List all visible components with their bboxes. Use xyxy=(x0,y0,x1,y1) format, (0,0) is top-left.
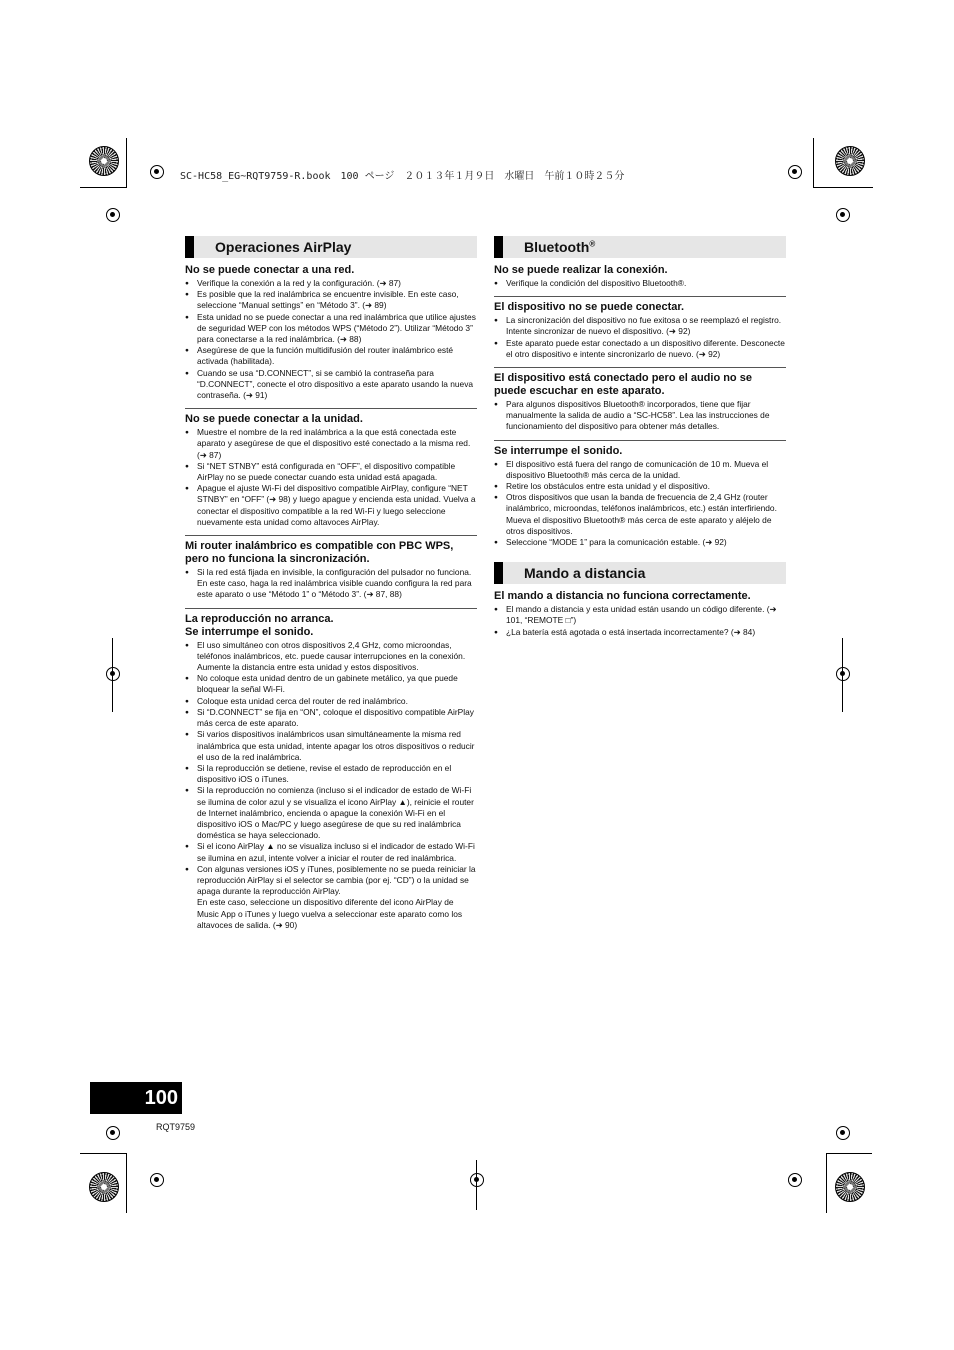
crop-line xyxy=(826,1153,872,1154)
crosshair-mark xyxy=(788,165,802,179)
crosshair-mark xyxy=(150,1173,164,1187)
solution-list xyxy=(185,640,477,931)
list-item: ● ¿La batería está agotada o está insertada incorrectamente? (➜ 84) xyxy=(494,627,786,638)
list-item: ● Muestre el nombre de la red inalámbrica a la que está conectada este aparato y asegúrese de que el dispositivo esté conectado a la misma red. (➜ 87) xyxy=(185,427,477,461)
divider xyxy=(494,296,786,297)
problem-heading: No se puede conectar a la unidad. xyxy=(185,413,363,426)
solution-list xyxy=(494,459,786,549)
crosshair-mark xyxy=(106,1126,120,1140)
section-header-remote xyxy=(494,562,786,584)
divider xyxy=(185,608,477,609)
crosshair-mark xyxy=(106,208,120,222)
crosshair-mark xyxy=(150,165,164,179)
section-title-text: Bluetooth xyxy=(524,239,590,255)
list-item: ● Para algunos dispositivos Bluetooth® incorporados, tiene que fijar manualmente la salida de audio a “SC-HC58”. Lea las instrucciones de funcionamiento del dispositivo para obtener más detalles. xyxy=(494,399,786,433)
list-item: ● Este aparato puede estar conectado a un dispositivo diferente. Desconecte el otro dispositivo e intente sincronizarlo de nuevo. (➜ 92) xyxy=(494,338,786,360)
solution-list xyxy=(185,567,477,601)
solution-list xyxy=(494,315,786,360)
page-number: 100 xyxy=(90,1082,182,1114)
crop-line xyxy=(126,138,127,188)
crosshair-mark xyxy=(836,208,850,222)
crop-line xyxy=(842,638,843,712)
left-column xyxy=(185,236,477,931)
solution-list xyxy=(185,427,477,528)
list-item: ● Si “NET STNBY” está configurada en “OFF”, el dispositivo compatible AirPlay no se puede conectar cuando esta unidad está apagada. xyxy=(185,461,477,483)
list-item: ● El dispositivo está fuera del rango de comunicación de 10 m. Mueva el dispositivo Bluetooth® más cerca de la unidad. xyxy=(494,459,786,481)
list-item: ● Si “D.CONNECT” se fija en “ON”, coloque el dispositivo compatible AirPlay más cerca de este aparato. xyxy=(185,707,477,729)
crosshair-mark xyxy=(836,1126,850,1140)
list-item: ● El mando a distancia y esta unidad están usando un código diferente. (➜ 101, “REMOTE □”) xyxy=(494,604,786,626)
list-item: ● Si la reproducción no comienza (incluso si el indicador de estado de Wi-Fi se ilumina de color azul y se visualiza el icono AirPlay ▲), reinicie el router de Internet inalámbrico, encienda o apague la conexión Wi-Fi en el dispositivo iOS o Mac/PC y luego asegúrese de que su red inalámbrica doméstica se haya seleccionado. xyxy=(185,785,477,841)
problem-heading: El dispositivo está conectado pero el audio no se puede escuchar en este aparato. xyxy=(494,372,752,398)
registration-sunburst-bottom-right xyxy=(835,1172,865,1202)
list-item: ● Si la reproducción se detiene, revise el estado de reproducción en el dispositivo iOS o iTunes. xyxy=(185,763,477,785)
divider xyxy=(185,535,477,536)
problem-heading: El dispositivo no se puede conectar. xyxy=(494,301,685,314)
list-item: ● Apague el ajuste Wi-Fi del dispositivo compatible AirPlay, configure “NET STNBY” en “OFF” (➜ 98) y luego apague y encienda esta unidad. Vuelva a conectar el dispositivo compatible a la red Wi-Fi y luego seleccione nuevamente esta unidad como altavoces AirPlay. xyxy=(185,483,477,528)
list-item: ● Verifique la conexión a la red y la configuración. (➜ 87) xyxy=(185,278,477,289)
problem-heading: El mando a distancia no funciona correctamente. xyxy=(494,590,751,603)
section-header-bar xyxy=(494,236,503,258)
remote-blocks xyxy=(494,590,786,638)
crop-line xyxy=(813,187,873,188)
problem-heading: Se interrumpe el sonido. xyxy=(494,444,623,457)
list-item: ● Si el icono AirPlay ▲ no se visualiza incluso si el indicador de estado Wi-Fi se ilumina en azul, intente volver a iniciar el router de red inalámbrica. xyxy=(185,841,477,863)
list-item: ● La sincronización del dispositivo no fue exitosa o se reemplazó el registro. Intente sincronizar de nuevo el dispositivo. (➜ 92) xyxy=(494,315,786,337)
crosshair-mark xyxy=(470,1173,484,1187)
problem-heading: La reproducción no arranca. Se interrumpe el sonido. xyxy=(185,612,334,638)
list-item: ● Retire los obstáculos entre esta unidad y el dispositivo. xyxy=(494,481,786,492)
crop-line xyxy=(126,1153,127,1213)
list-item: ● Asegúrese de que la función multidifusión del router inalámbrico esté activada (habilitada). xyxy=(185,345,477,367)
divider xyxy=(185,408,477,409)
list-item: ● Es posible que la red inalámbrica se encuentre invisible. En este caso, seleccione “Manual settings” en “Método 3”. (➜ 89) xyxy=(185,289,477,311)
divider xyxy=(494,367,786,368)
crop-line xyxy=(112,638,113,712)
solution-list xyxy=(494,604,786,638)
section-header-bar xyxy=(494,562,503,584)
crop-line xyxy=(476,1160,477,1210)
section-title xyxy=(524,239,595,255)
problem-heading: Mi router inalámbrico es compatible con PBC WPS, pero no funciona la sincronización. xyxy=(185,540,454,566)
solution-list xyxy=(185,278,477,401)
crosshair-mark xyxy=(788,1173,802,1187)
left-blocks xyxy=(185,264,477,931)
list-item: ● Si varios dispositivos inalámbricos usan simultáneamente la misma red inalámbrica que esta unidad, intente apagar los otros dispositivos o reducir el uso de la red inalámbrica. xyxy=(185,729,477,763)
crop-line xyxy=(80,187,126,188)
bluetooth-blocks xyxy=(494,264,786,548)
list-item: ● Otros dispositivos que usan la banda de frecuencia de 2,4 GHz (router inalámbrico, microondas, teléfonos inalámbricos, etc.) están interfiriendo. Mueva el dispositivo Bluetooth® más cerca de este aparato y aléjelo de otros dispositivos. xyxy=(494,492,786,537)
solution-list xyxy=(494,399,786,433)
list-item: ● Coloque esta unidad cerca del router de red inalámbrico. xyxy=(185,696,477,707)
registration-sunburst-top-right xyxy=(835,146,865,176)
list-item: ● El uso simultáneo con otros dispositivos 2,4 GHz, como microondas, teléfonos inalámbricos, etc. puede causar interrupciones en la conexión. Aumente la distancia entre esta unidad y estos dispositivos. xyxy=(185,640,477,674)
list-item: ● Esta unidad no se puede conectar a una red inalámbrica que utilice ajustes de seguridad WEP con los métodos WPS (“Método 2”). Utilizar “Método 3” para conectarse a la red inalámbrica. (➜ 88) xyxy=(185,312,477,346)
list-item: ● Verifique la condición del dispositivo Bluetooth®. xyxy=(494,278,786,289)
crosshair-mark xyxy=(106,667,120,681)
registered-mark: ® xyxy=(589,239,596,249)
problem-heading: No se puede conectar a una red. xyxy=(185,264,355,276)
crop-line xyxy=(826,1153,827,1213)
print-header: SC-HC58_EG~RQT9759-R.book 100 ページ ２０１３年１月９日 水曜日 午前１０時２５分 xyxy=(180,171,625,182)
right-column xyxy=(494,236,786,638)
solution-list xyxy=(494,278,786,289)
list-item: ● Cuando se usa “D.CONNECT”, si se cambió la contraseña para “D.CONNECT”, conecte el otro dispositivo a este aparato usando la nueva contraseña. (➜ 91) xyxy=(185,368,477,402)
registration-sunburst-bottom-left xyxy=(89,1172,119,1202)
section-title: Operaciones AirPlay xyxy=(215,239,352,255)
divider xyxy=(494,440,786,441)
problem-heading: No se puede realizar la conexión. xyxy=(494,264,668,276)
section-header-bluetooth xyxy=(494,236,786,258)
crosshair-mark xyxy=(836,667,850,681)
section-header-airplay xyxy=(185,236,477,258)
list-item: ● No coloque esta unidad dentro de un gabinete metálico, ya que puede bloquear la señal Wi-Fi. xyxy=(185,673,477,695)
registration-sunburst-top-left xyxy=(89,146,119,176)
crop-line xyxy=(80,1153,126,1154)
crop-line xyxy=(813,138,814,188)
list-item: ● Si la red está fijada en invisible, la configuración del pulsador no funciona. En este caso, haga la red inalámbrica visible cuando configura la red para este aparato o use “Método 1” o “Método 3”. (➜ 87, 88) xyxy=(185,567,477,601)
list-item: ● Seleccione “MODE 1” para la comunicación estable. (➜ 92) xyxy=(494,537,786,548)
section-header-bar xyxy=(185,236,194,258)
section-title: Mando a distancia xyxy=(524,565,646,582)
document-code: RQT9759 xyxy=(156,1122,196,1132)
list-item: ● Con algunas versiones iOS y iTunes, posiblemente no se pueda reiniciar la reproducción AirPlay si el selector se cambia (por ej. “CD”) o la unidad se apaga durante la reproducción AirPlay. En este caso, seleccione un dispositivo diferente del icono AirPlay de Music App o iTunes y luego vuelva a seleccionar este aparato como los altavoces de salida. (➜ 90) xyxy=(185,864,477,931)
